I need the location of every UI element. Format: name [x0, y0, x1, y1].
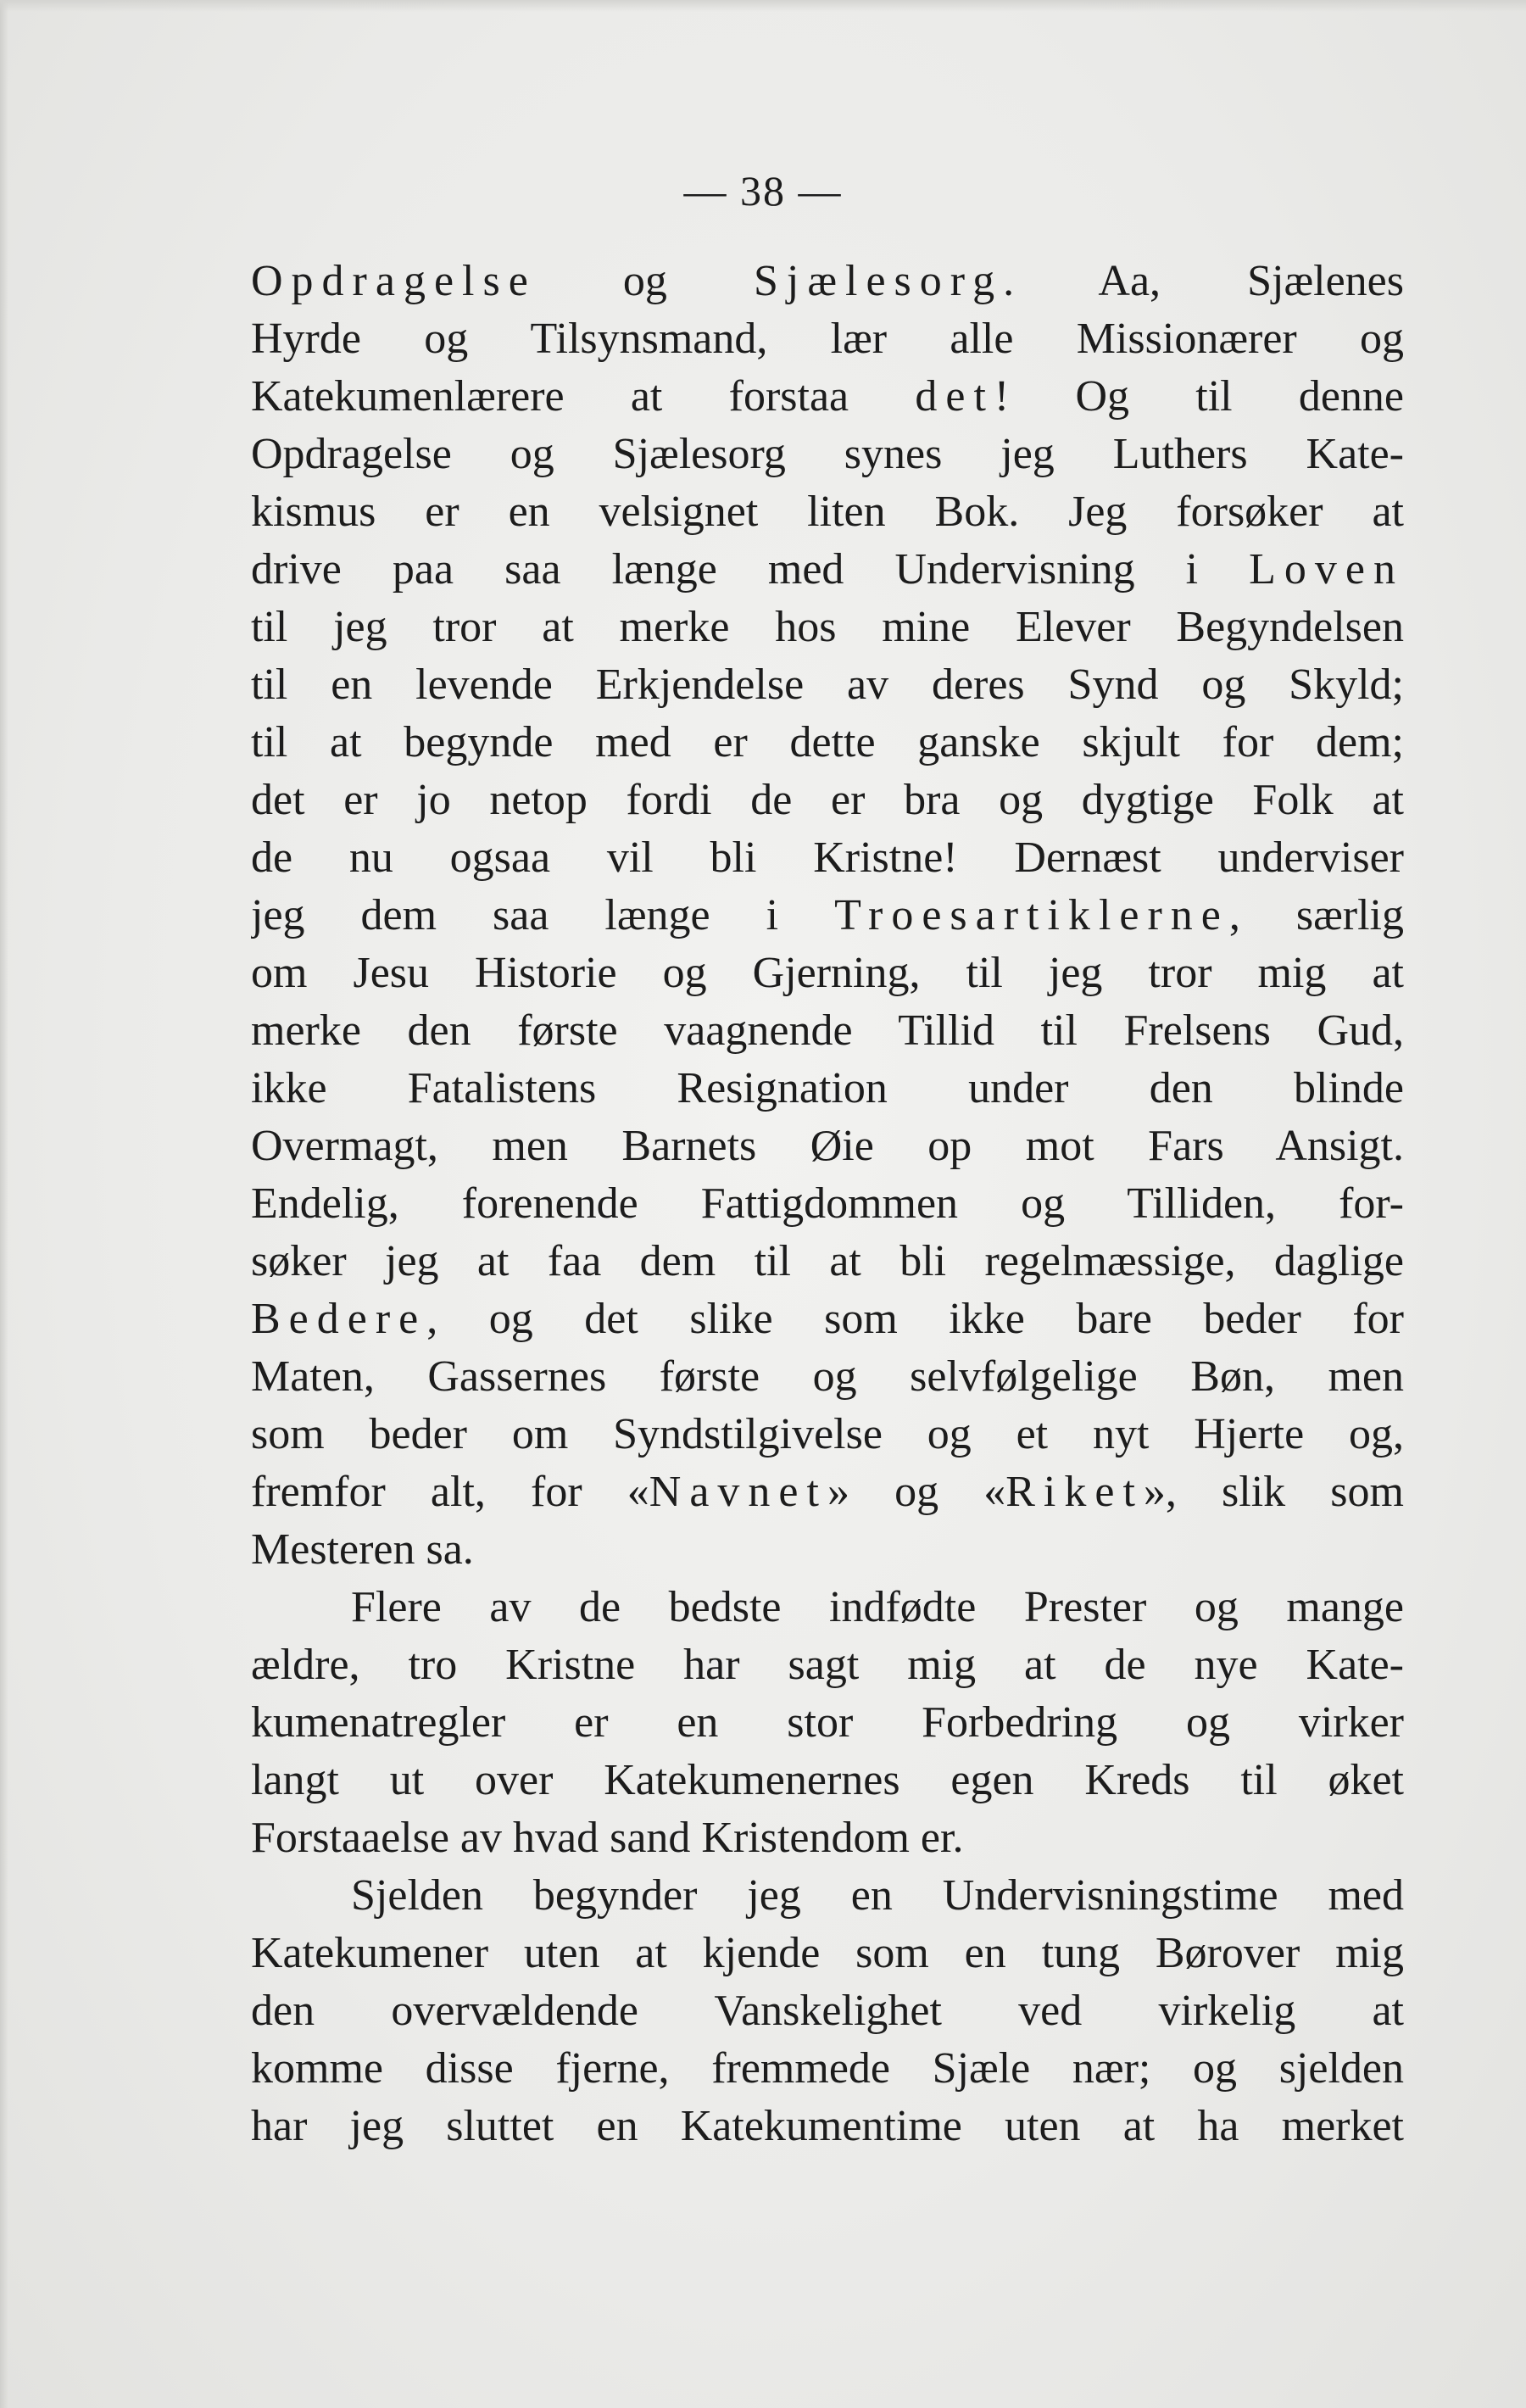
text-line: Overmagt, men Barnets Øie op mot Fars Ansigt. — [251, 1122, 1404, 1170]
text-line: kumenatregler er en stor Forbedring og virker — [251, 1698, 1404, 1747]
text-line: Katekumenlærere at forstaa det! Og til denne — [251, 372, 1404, 421]
emphasized-word: det — [915, 372, 994, 421]
paragraph-start-line: Sjelden begynder jeg en Undervisningstime med — [351, 1871, 1404, 1920]
emphasized-word: Navnet — [649, 1468, 827, 1516]
text-line: jeg dem saa længe i Troesartiklerne, særlig — [251, 891, 1404, 939]
paragraph-end-line: Mesteren sa. — [251, 1525, 474, 1574]
text-line: fremfor alt, for «Navnet» og «Riket», slik som — [251, 1468, 1404, 1516]
text-line: ikke Fatalistens Resignation under den blinde — [251, 1064, 1404, 1112]
text-line: komme disse fjerne, fremmede Sjæle nær; og sjelden — [251, 2044, 1404, 2093]
text-line: merke den første vaagnende Tillid til Frelsens Gud, — [251, 1006, 1404, 1055]
emphasized-word: Loven — [1249, 545, 1404, 594]
text-line: Maten, Gassernes første og selvfølgelige Bøn, men — [251, 1352, 1404, 1401]
text-line: kismus er en velsignet liten Bok. Jeg forsøker at — [251, 488, 1404, 536]
text-line: Katekumener uten at kjende som en tung Børover mig — [251, 1929, 1404, 1977]
text-line: langt ut over Katekumenernes egen Kreds til øket — [251, 1756, 1404, 1804]
text-line: søker jeg at faa dem til at bli regelmæssige, daglige — [251, 1237, 1404, 1285]
text-line: om Jesu Historie og Gjerning, til jeg tror mig at — [251, 949, 1404, 997]
text-line: til at begynde med er dette ganske skjult for dem; — [251, 718, 1404, 766]
text-line: Opdragelse og Sjælesorg. Aa, Sjælenes — [251, 257, 1404, 305]
text-line: de nu ogsaa vil bli Kristne! Dernæst underviser — [251, 833, 1404, 882]
body-text — [251, 253, 1404, 2155]
paragraph-start-line: Flere av de bedste indfødte Prester og mange — [351, 1583, 1404, 1631]
emphasized-word: Riket — [1005, 1468, 1144, 1516]
text-line: til en levende Erkjendelse av deres Synd og Skyld; — [251, 661, 1404, 709]
text-line: drive paa saa længe med Undervisning i Loven — [251, 545, 1404, 594]
text-line: det er jo netop fordi de er bra og dygtige Folk at — [251, 776, 1404, 824]
text-line: Opdragelse og Sjælesorg synes jeg Luthers Kate- — [251, 430, 1404, 478]
page-edge-shadow-top — [0, 0, 1526, 12]
text-line: som beder om Syndstilgivelse og et nyt Hjerte og, — [251, 1410, 1404, 1458]
text-line: ældre, tro Kristne har sagt mig at de nye Kate- — [251, 1641, 1404, 1689]
text-line: Hyrde og Tilsynsmand, lær alle Missionærer og — [251, 315, 1404, 363]
page-edge-shadow-left — [0, 0, 8, 2408]
text-line: den overvældende Vanskelighet ved virkelig at — [251, 1987, 1404, 2035]
emphasized-word: Sjælesorg — [753, 257, 1004, 305]
emphasized-word: Troesartiklerne — [834, 891, 1229, 939]
emphasized-word: Opdragelse — [251, 257, 537, 305]
emphasized-word: Bedere — [251, 1295, 427, 1343]
page-number: — 38 — — [683, 167, 843, 215]
text-line: til jeg tror at merke hos mine Elever Begyndelsen — [251, 603, 1404, 651]
text-line: har jeg sluttet en Katekumentime uten at ha merket — [251, 2102, 1404, 2150]
text-line: Bedere, og det slike som ikke bare beder for — [251, 1295, 1404, 1343]
paragraph-end-line: Forstaaelse av hvad sand Kristendom er. — [251, 1814, 964, 1862]
text-line: Endelig, forenende Fattigdommen og Tilliden, for- — [251, 1179, 1404, 1228]
